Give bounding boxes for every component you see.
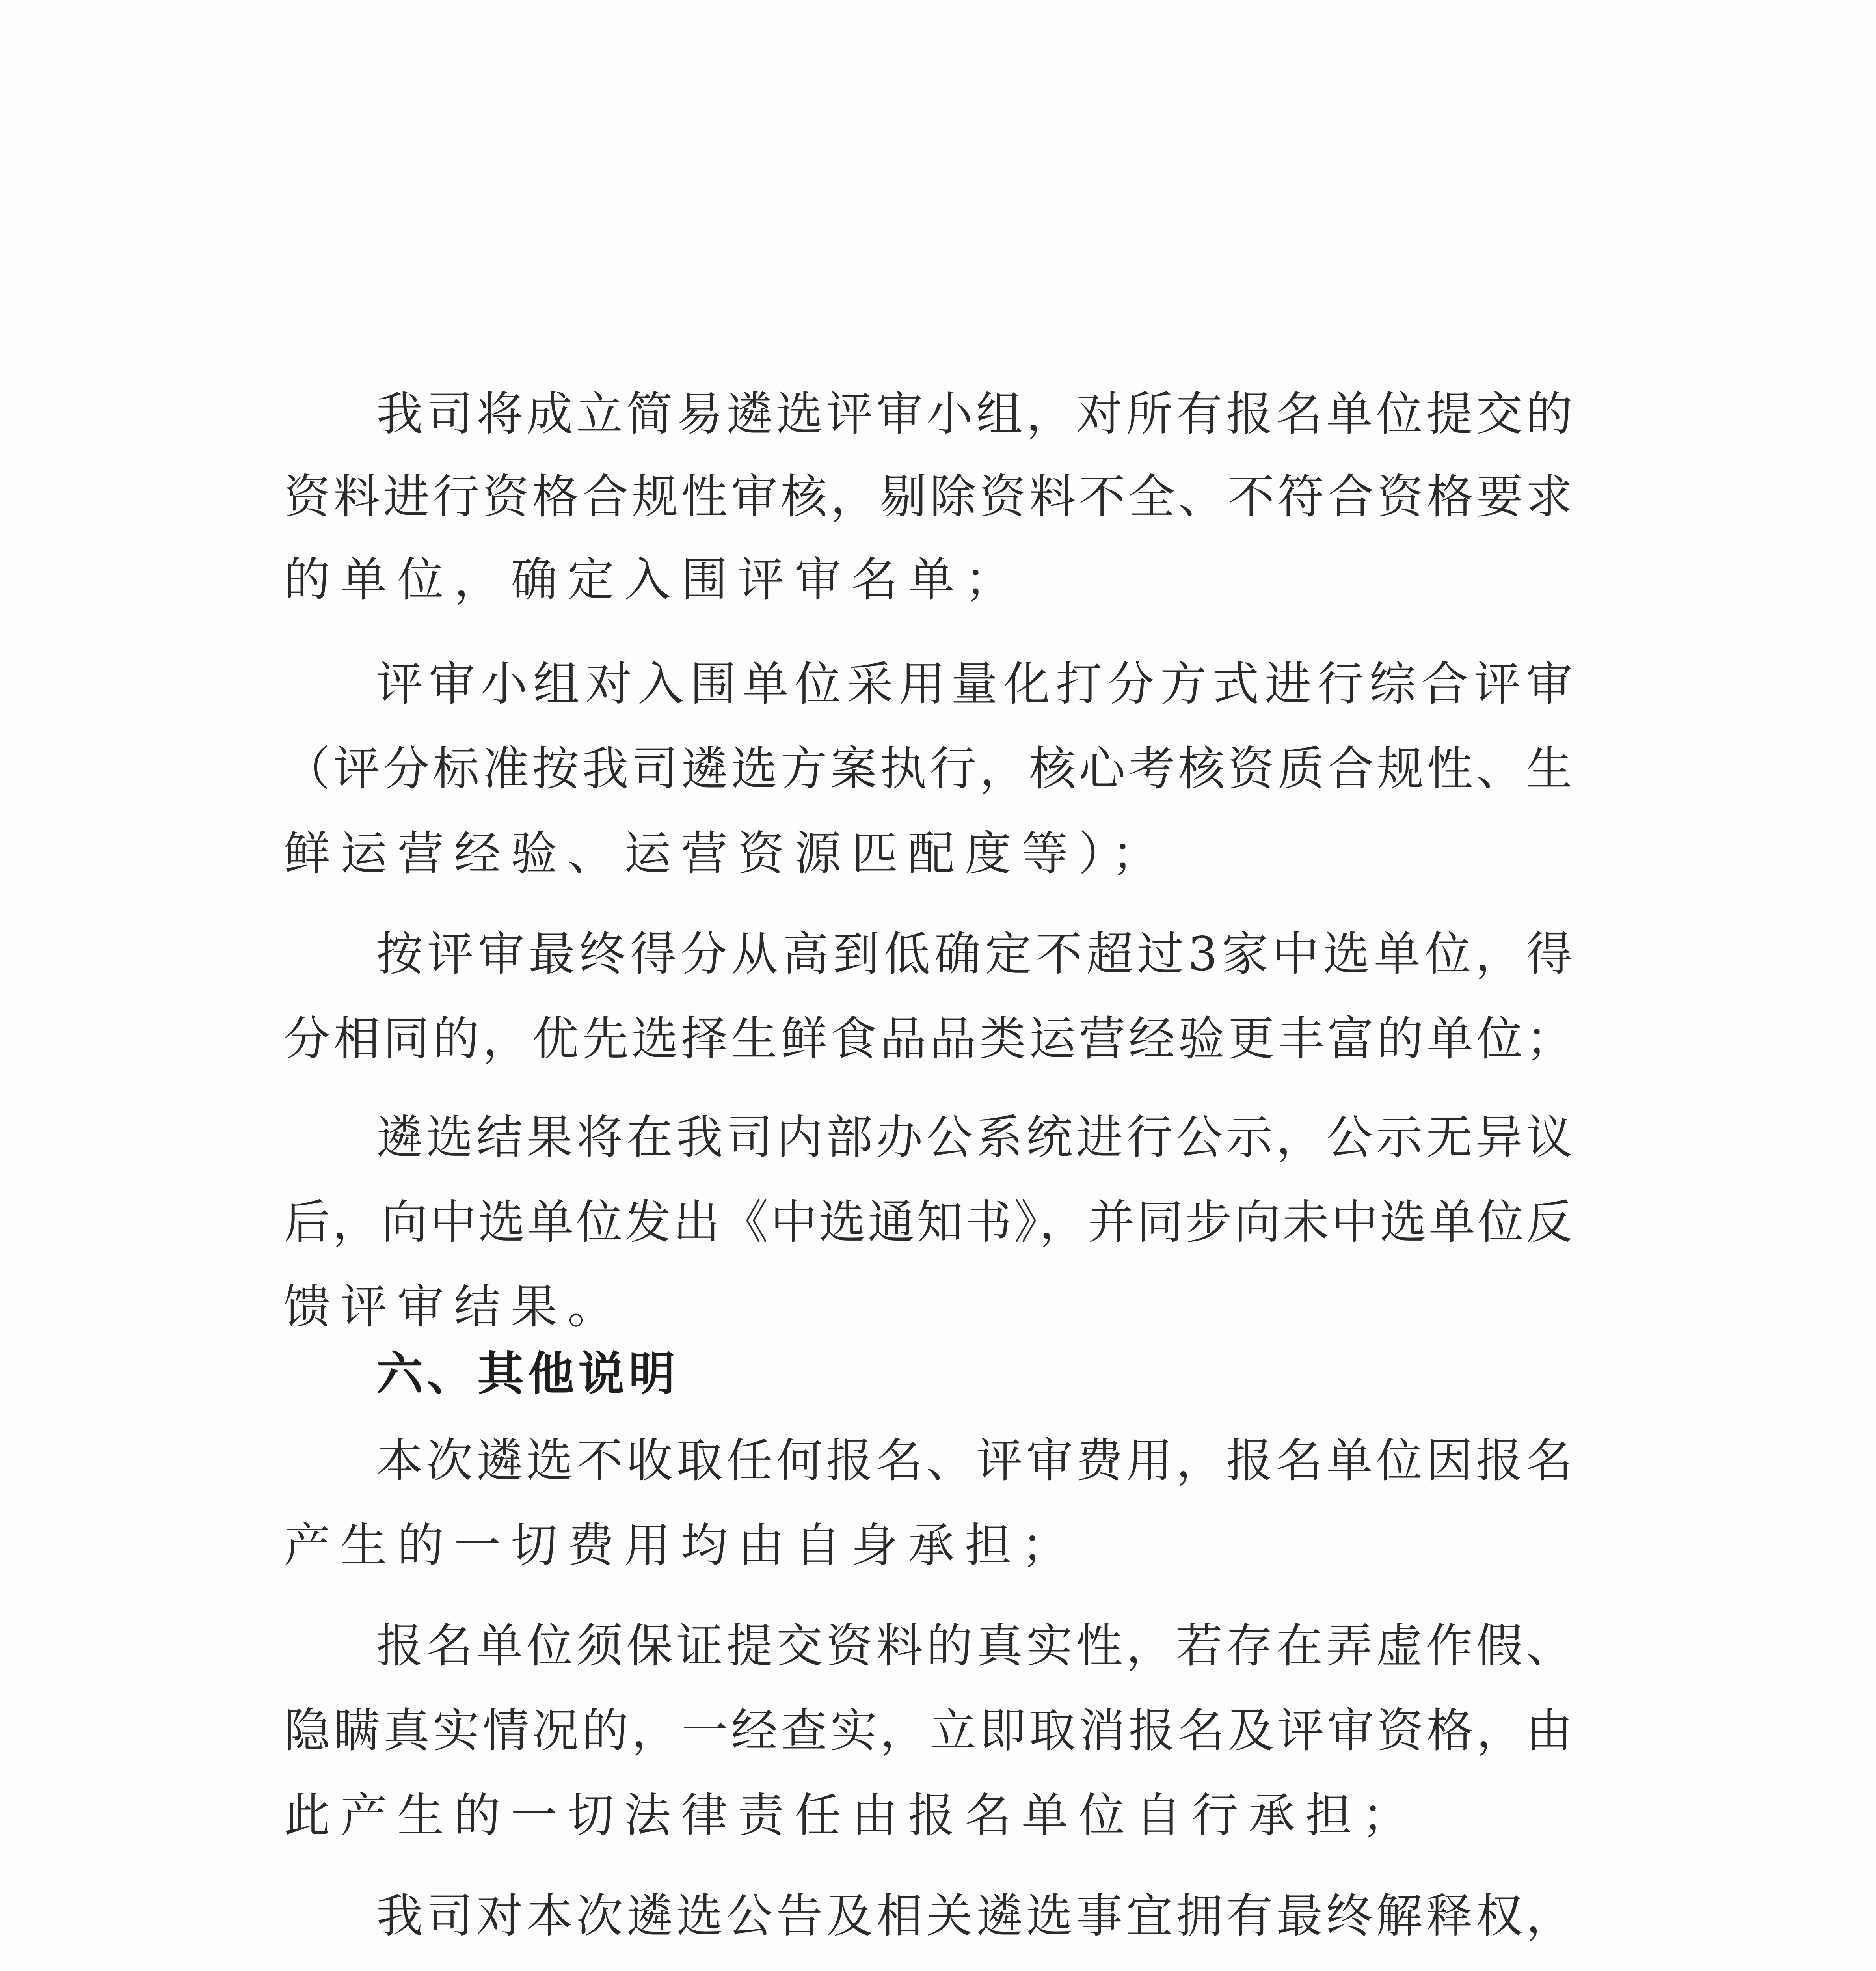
paragraph-line: 分相同的，优先选择生鲜食品品类运营经验更丰富的单位； xyxy=(284,1012,1573,1066)
paragraph-line: 鲜运营经验、运营资源匹配度等）； xyxy=(284,826,1169,881)
paragraph-line: 资料进行资格合规性审核，剔除资料不全、不符合资格要求 xyxy=(284,469,1573,524)
paragraph-line: （评分标准按我司遴选方案执行，核心考核资质合规性、生 xyxy=(284,741,1573,796)
paragraph-line: 馈评审结果。 xyxy=(284,1280,625,1334)
paragraph-line xyxy=(284,1965,1573,1971)
paragraph-line: 遴选结果将在我司内部办公系统进行公示，公示无异议 xyxy=(376,1110,1573,1164)
paragraph-line: 我司对本次遴选公告及相关遴选事宜拥有最终解释权， xyxy=(376,1889,1573,1943)
paragraph-line: 隐瞒真实情况的，一经查实，立即取消报名及评审资格，由 xyxy=(284,1703,1573,1758)
section-heading: 六、其他说明 xyxy=(376,1347,679,1401)
paragraph-line: 报名单位须保证提交资料的真实性，若存在弄虚作假、 xyxy=(376,1619,1573,1673)
paragraph-line: 后，向中选单位发出《中选通知书》，并同步向未中选单位反 xyxy=(284,1195,1573,1249)
paragraph-line: 此产生的一切法律责任由报名单位自行承担； xyxy=(284,1788,1419,1842)
paragraph-line: 我司将成立简易遴选评审小组，对所有报名单位提交的 xyxy=(376,387,1573,441)
paragraph-line: 评审小组对入围单位采用量化打分方式进行综合评审 xyxy=(376,657,1573,711)
paragraph-line: 产生的一切费用均由自身承担； xyxy=(284,1518,1079,1572)
paragraph-line: 的单位，确定入围评审名单； xyxy=(284,552,1022,607)
paragraph-line: 本次遴选不收取任何报名、评审费用，报名单位因报名 xyxy=(376,1433,1573,1488)
paragraph-line: 按评审最终得分从高到低确定不超过3家中选单位，得 xyxy=(376,927,1573,981)
